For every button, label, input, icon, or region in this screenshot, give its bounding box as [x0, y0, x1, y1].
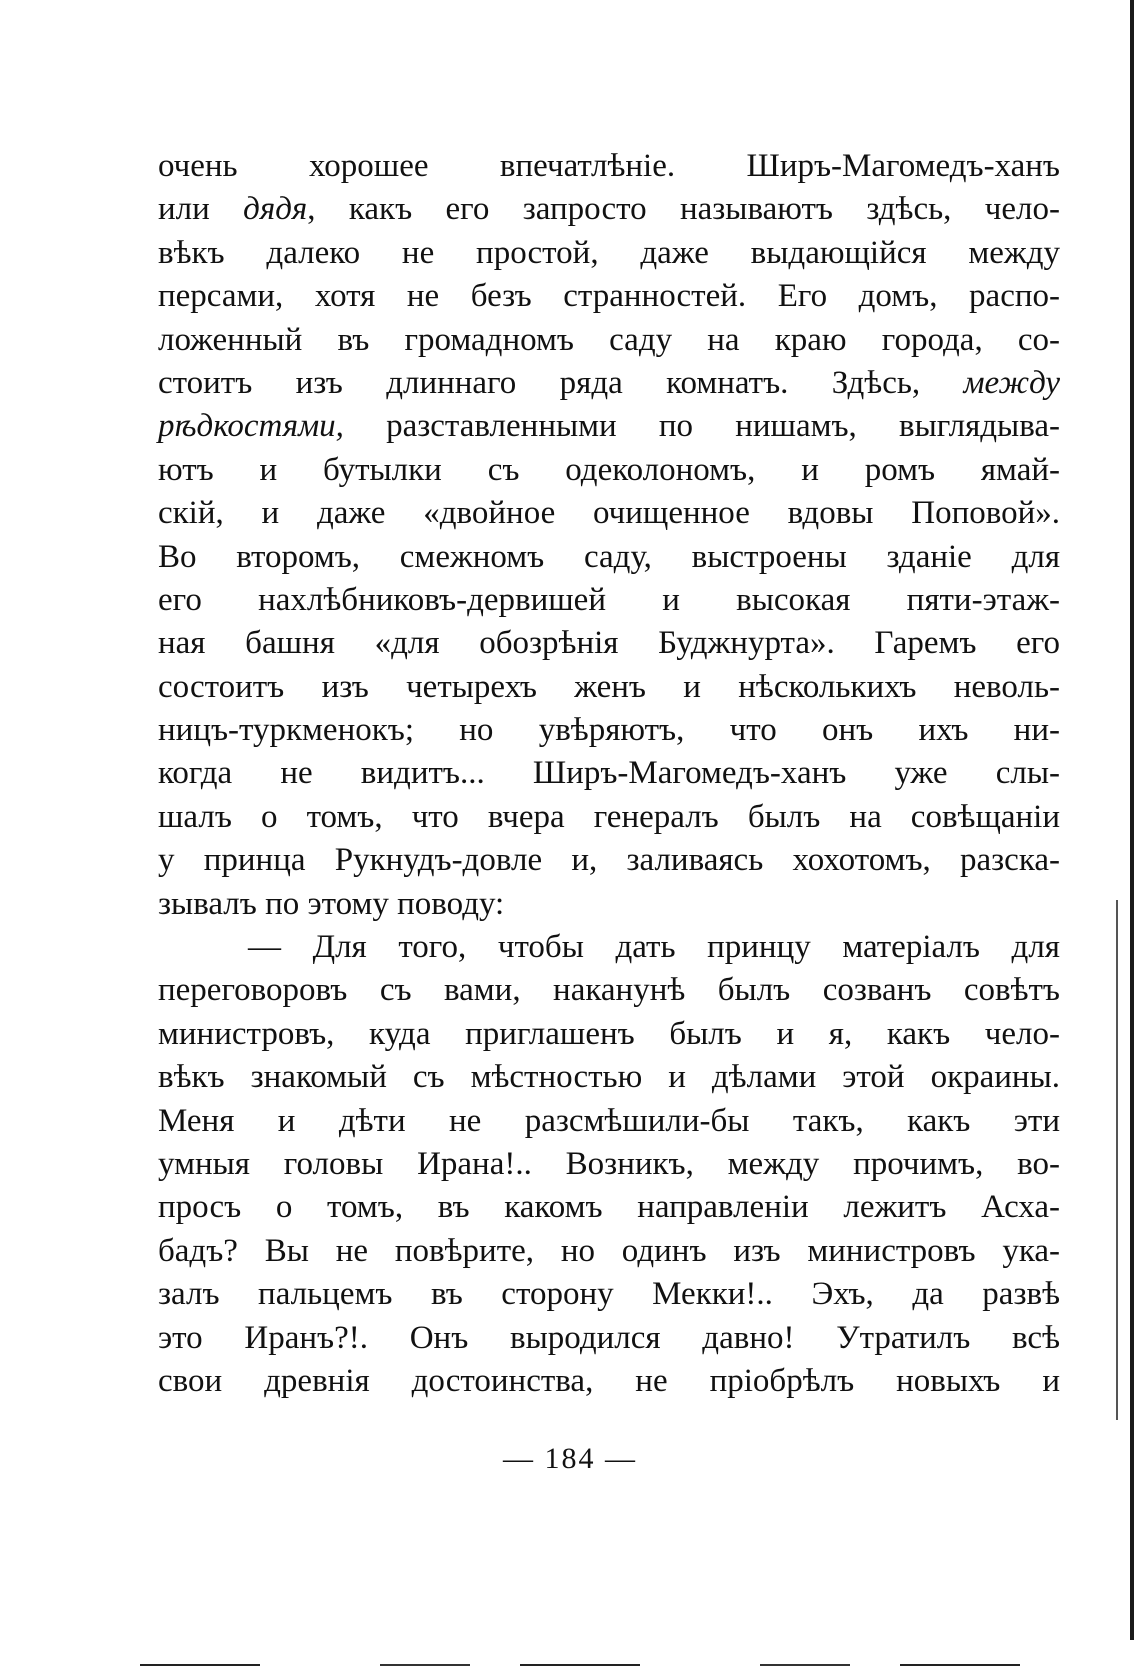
italic-word: рѣдкостями, [158, 408, 344, 445]
text-line: Во второмъ, смежномъ саду, выстроены зданіе для [158, 538, 1060, 575]
text-line: его нахлѣбниковъ-дервишей и высокая пяти-этаж- [158, 581, 1060, 618]
page-number: — 184 — [503, 1442, 637, 1475]
text-line [158, 188, 1060, 231]
text-fragment: , какъ его запросто называютъ здѣсь, чело- [307, 191, 1060, 228]
text-line: зывалъ по этому поводу: [158, 885, 505, 922]
text-line: залъ пальцемъ въ сторону Мекки!.. Эхъ, да развѣ [158, 1276, 1060, 1313]
text-line: персами, хотя не безъ странностей. Его домъ, распо- [158, 278, 1060, 315]
scan-bottom-edge [140, 1664, 1100, 1666]
text-fragment: или [158, 191, 244, 228]
text-line: скій, и даже «двойное очищенное вдовы Поповой». [158, 495, 1060, 532]
text-line: шалъ о томъ, что вчера генералъ былъ на совѣщаніи [158, 798, 1060, 835]
page-edge-line [1116, 900, 1118, 1420]
text-line: когда не видитъ... Ширъ-Магомедъ-ханъ уже слы- [158, 755, 1060, 792]
text-line [158, 405, 1060, 448]
page-text [158, 145, 1060, 1403]
text-line: вѣкъ знакомый съ мѣстностью и дѣлами этой окраины. [158, 1059, 1060, 1096]
italic-word: между [963, 364, 1060, 401]
page-edge-shadow [1130, 0, 1134, 1640]
text-line: свои древнія достоинства, не пріобрѣлъ новыхъ и [158, 1362, 1060, 1399]
text-line: состоитъ изъ четырехъ женъ и нѣсколькихъ неволь- [158, 668, 1060, 705]
text-line: очень хорошее впечатлѣніе. Ширъ-Магомедъ-ханъ [158, 148, 1060, 184]
text-line: — Для того, чтобы дать принцу матеріалъ для [248, 929, 1060, 966]
text-line: у принца Рукнудъ-довле и, заливаясь хохотомъ, разска- [158, 842, 1060, 879]
text-line: это Иранъ?!. Онъ выродился давно! Утратилъ всѣ [158, 1319, 1060, 1356]
text-fragment: стоитъ изъ длиннаго ряда комнатъ. Здѣсь, [158, 364, 964, 401]
text-line [158, 362, 1060, 405]
italic-word: дядя [243, 191, 308, 228]
text-line: ницъ-туркменокъ; но увѣряютъ, что онъ ихъ ни- [158, 712, 1060, 749]
text-line: ложенный въ громадномъ саду на краю города, со- [158, 321, 1060, 358]
text-line: ютъ и бутылки съ одеколономъ, и ромъ ямай- [158, 451, 1060, 488]
text-line: ная башня «для обозрѣнія Буджнурта». Гаремъ его [158, 625, 1060, 662]
text-line: Меня и дѣти не разсмѣшили-бы такъ, какъ эти [158, 1102, 1060, 1139]
text-fragment: разставленными по нишамъ, выглядыва- [343, 408, 1060, 445]
text-line: бадъ? Вы не повѣрите, но одинъ изъ министровъ ука- [158, 1232, 1060, 1269]
text-line: министровъ, куда приглашенъ былъ и я, какъ чело- [158, 1015, 1060, 1052]
text-line: умныя головы Ирана!.. Возникъ, между прочимъ, во- [158, 1145, 1060, 1182]
text-line: переговоровъ съ вами, наканунѣ былъ созванъ совѣтъ [158, 972, 1060, 1009]
text-line: вѣкъ далеко не простой, даже выдающійся между [158, 234, 1060, 271]
text-line: просъ о томъ, въ какомъ направленіи лежитъ Асха- [158, 1189, 1060, 1226]
